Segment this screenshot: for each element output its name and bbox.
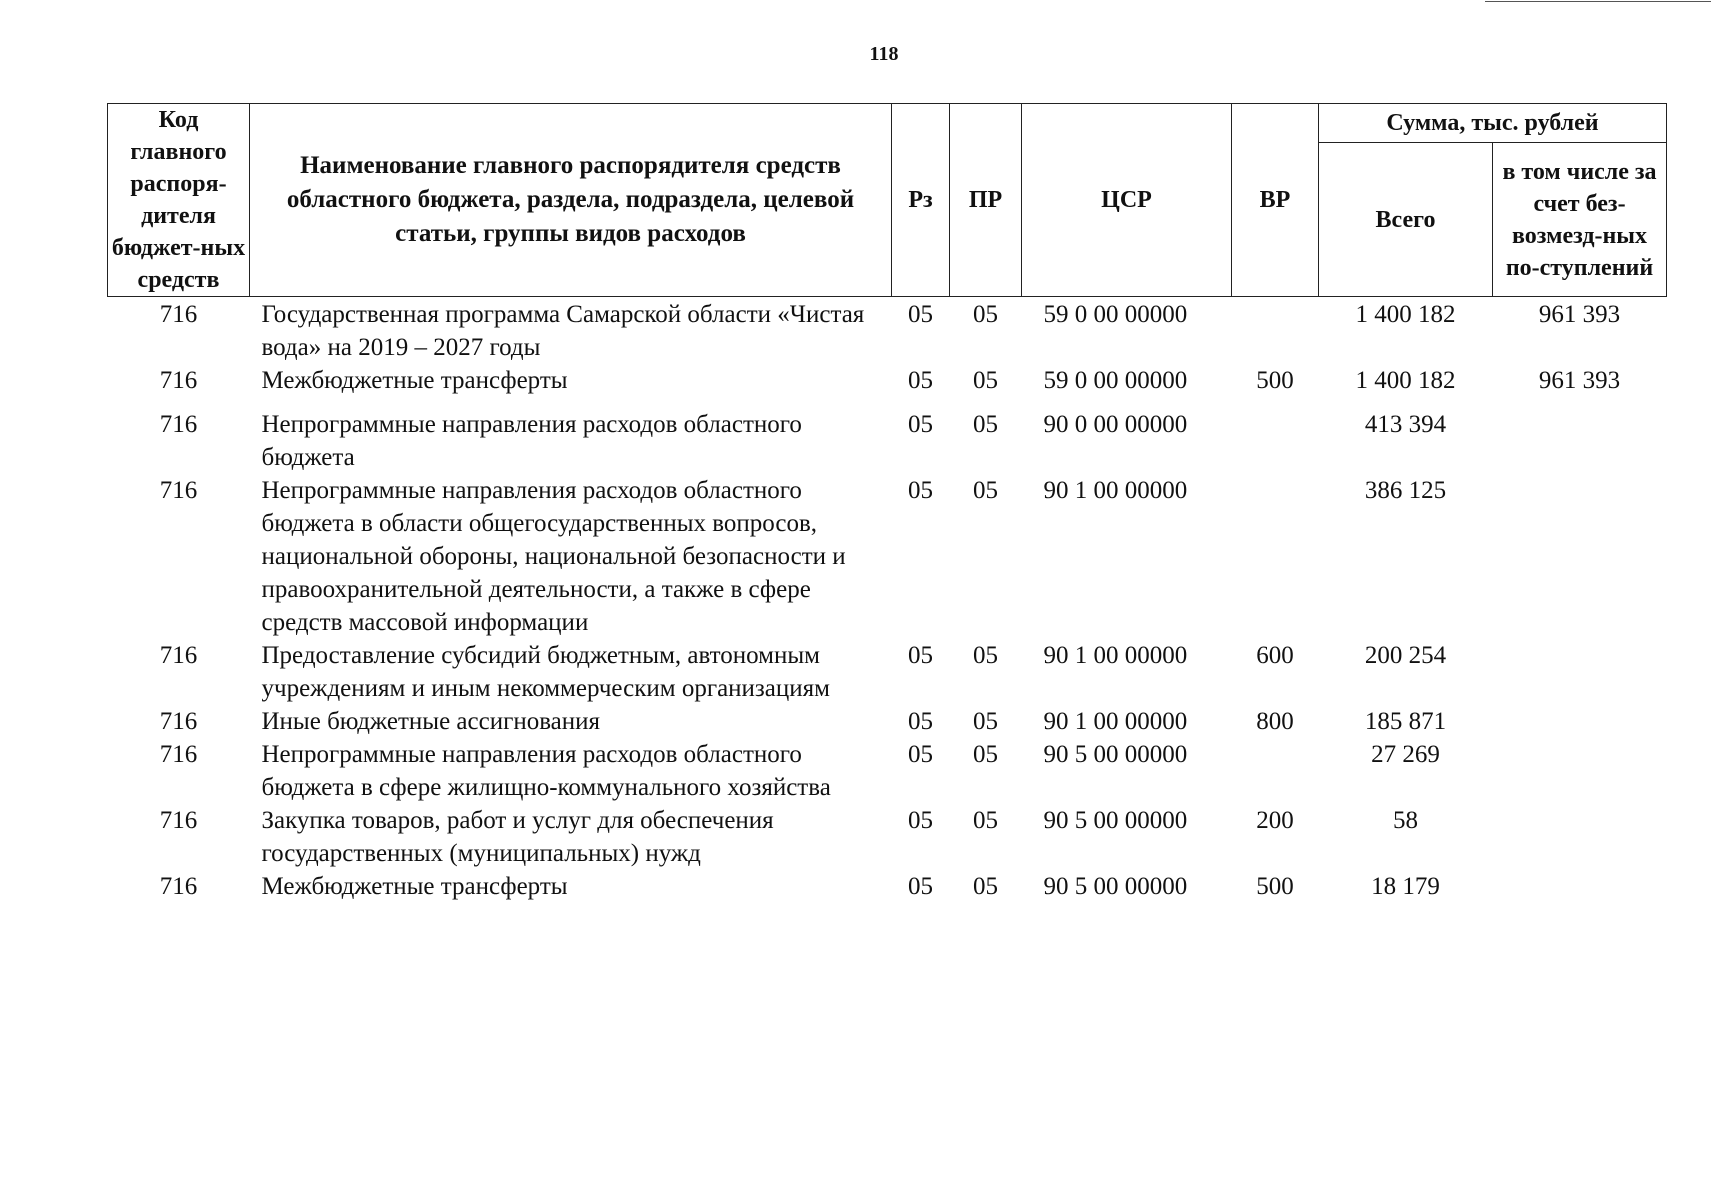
cell-code: 716 <box>159 367 198 394</box>
cell-vr: 800 <box>1256 708 1294 735</box>
header-free: в том числе за счет без-возмезд-ных по-ступлений <box>1493 143 1667 297</box>
cell-pr: 05 <box>973 708 998 735</box>
cell-code: 716 <box>159 807 198 834</box>
cell-vr <box>1232 738 1319 804</box>
cell-free <box>1493 397 1667 474</box>
cell-vr: 200 <box>1256 807 1294 834</box>
cell-total: 1 400 182 <box>1355 301 1456 328</box>
header-csr: ЦСР <box>1022 104 1232 297</box>
cell-csr: 90 5 00 00000 <box>1043 807 1188 834</box>
page-number: 118 <box>869 43 899 65</box>
table-row <box>108 804 1667 870</box>
cell-total: 1 400 182 <box>1355 367 1456 394</box>
cell-csr: 59 0 00 00000 <box>1043 301 1188 328</box>
cell-code: 716 <box>159 708 198 735</box>
cell-name: Непрограммные направления расходов областного бюджета в сфере жилищно-коммунального хозяйства <box>261 741 831 801</box>
cell-total: 27 269 <box>1371 741 1440 768</box>
cell-name: Непрограммные направления расходов областного бюджета в области общегосударственных вопросов, национальной обороны, национальной безопасности и правоохранительной деятельности, а также в сфере средств массовой информации <box>261 477 846 636</box>
cell-pr: 05 <box>973 807 998 834</box>
cell-vr: 500 <box>1256 873 1294 900</box>
header-pr: ПР <box>950 104 1022 297</box>
cell-free <box>1493 474 1667 639</box>
cell-csr: 59 0 00 00000 <box>1043 367 1188 394</box>
cell-rz: 05 <box>908 301 933 328</box>
cell-total: 386 125 <box>1364 477 1447 504</box>
table-body <box>108 297 1667 904</box>
header-name: Наименование главного распорядителя средств областного бюджета, раздела, подраздела, целевой статьи, группы видов расходов <box>250 104 892 297</box>
cell-name: Предоставление субсидий бюджетным, автономным учреждениям и иным некоммерческим организациям <box>261 642 830 702</box>
cell-free: 961 393 <box>1538 301 1621 328</box>
cell-csr: 90 1 00 00000 <box>1043 642 1188 669</box>
cell-name: Межбюджетные трансферты <box>261 367 568 394</box>
cell-total: 18 179 <box>1371 873 1440 900</box>
cell-total: 58 <box>1393 807 1418 834</box>
top-edge-rule <box>1485 1 1711 2</box>
cell-code: 716 <box>159 741 198 768</box>
table-row <box>108 705 1667 738</box>
cell-name: Закупка товаров, работ и услуг для обеспечения государственных (муниципальных) нужд <box>261 807 774 867</box>
cell-code: 716 <box>159 642 198 669</box>
cell-free <box>1493 870 1667 903</box>
cell-rz: 05 <box>908 411 933 438</box>
cell-total: 413 394 <box>1364 411 1447 438</box>
cell-rz: 05 <box>908 807 933 834</box>
cell-free <box>1493 804 1667 870</box>
cell-pr: 05 <box>973 873 998 900</box>
cell-code: 716 <box>159 301 198 328</box>
cell-name: Межбюджетные трансферты <box>261 873 568 900</box>
cell-csr: 90 1 00 00000 <box>1043 477 1188 504</box>
table-row <box>108 297 1667 365</box>
cell-vr <box>1232 397 1319 474</box>
cell-pr: 05 <box>973 741 998 768</box>
table-row <box>108 474 1667 639</box>
cell-free <box>1493 639 1667 705</box>
table-row <box>108 738 1667 804</box>
cell-name: Непрограммные направления расходов областного бюджета <box>261 411 802 471</box>
cell-name: Иные бюджетные ассигнования <box>261 708 601 735</box>
cell-rz: 05 <box>908 477 933 504</box>
cell-rz: 05 <box>908 642 933 669</box>
budget-table <box>107 103 1667 903</box>
header-rz: Рз <box>892 104 950 297</box>
cell-vr: 600 <box>1256 642 1294 669</box>
cell-rz: 05 <box>908 873 933 900</box>
cell-total: 185 871 <box>1364 708 1447 735</box>
cell-code: 716 <box>159 477 198 504</box>
cell-rz: 05 <box>908 741 933 768</box>
cell-vr: 500 <box>1256 367 1294 394</box>
cell-rz: 05 <box>908 708 933 735</box>
cell-free: 961 393 <box>1538 367 1621 394</box>
table-row <box>108 397 1667 474</box>
cell-csr: 90 1 00 00000 <box>1043 708 1188 735</box>
cell-pr: 05 <box>973 411 998 438</box>
cell-csr: 90 5 00 00000 <box>1043 741 1188 768</box>
cell-csr: 90 0 00 00000 <box>1043 411 1188 438</box>
cell-free <box>1493 705 1667 738</box>
table-header <box>108 104 1667 297</box>
cell-pr: 05 <box>973 477 998 504</box>
cell-csr: 90 5 00 00000 <box>1043 873 1188 900</box>
table-row <box>108 870 1667 903</box>
header-sum-group: Сумма, тыс. рублей <box>1319 104 1667 143</box>
header-code: Код главного распоря-дителя бюджет-ных средств <box>108 104 250 297</box>
cell-rz: 05 <box>908 367 933 394</box>
cell-vr <box>1232 297 1319 365</box>
header-vr: ВР <box>1232 104 1319 297</box>
cell-code: 716 <box>159 873 198 900</box>
cell-vr <box>1232 474 1319 639</box>
cell-name: Государственная программа Самарской области «Чистая вода» на 2019 – 2027 годы <box>261 301 865 361</box>
table-row <box>108 639 1667 705</box>
header-total: Всего <box>1319 143 1493 297</box>
cell-pr: 05 <box>973 367 998 394</box>
cell-total: 200 254 <box>1364 642 1447 669</box>
cell-free <box>1493 738 1667 804</box>
cell-code: 716 <box>159 411 198 438</box>
table-row <box>108 364 1667 397</box>
cell-pr: 05 <box>973 301 998 328</box>
cell-pr: 05 <box>973 642 998 669</box>
